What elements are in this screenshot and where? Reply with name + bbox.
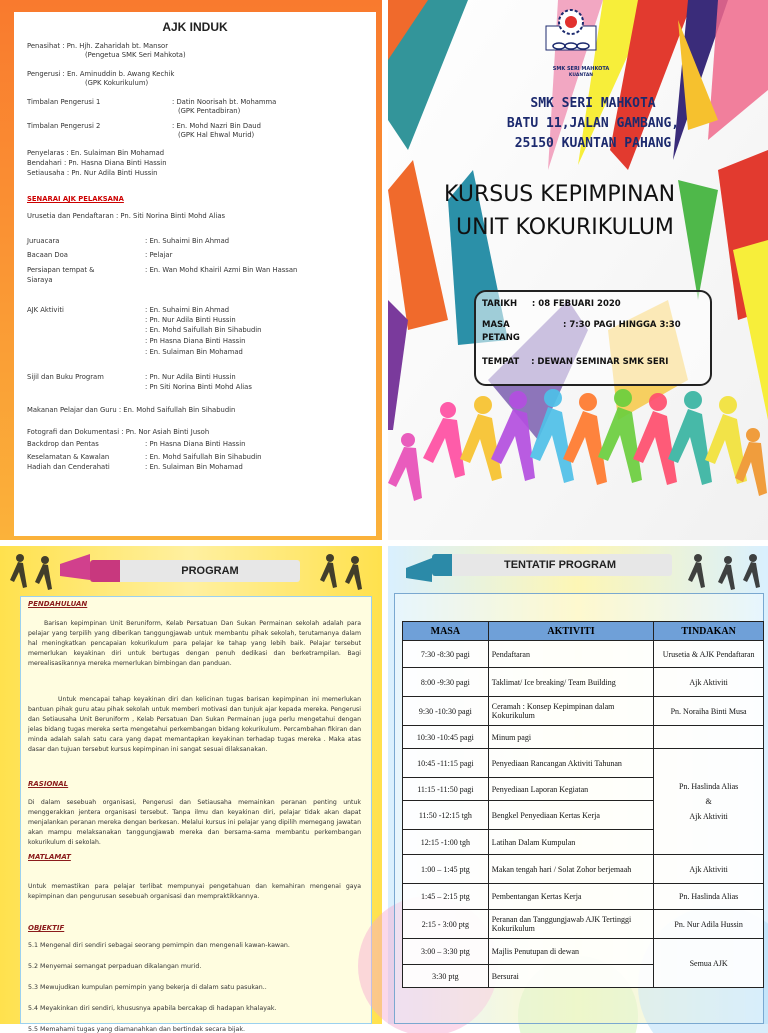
cell-tindakan: Pn. Noraiha Binti Musa: [654, 697, 764, 726]
cover-background: [388, 0, 768, 540]
school-address: [448, 94, 738, 154]
cell-masa: 8:00 -9:30 pagi: [403, 668, 489, 697]
ajk-line: : Pn Hasna Diana Binti Hassin: [145, 337, 246, 345]
ajk-line: Timbalan Pengerusi 2: [27, 122, 101, 130]
ajk-line: : En. Suhaimi Bin Ahmad: [145, 237, 230, 245]
ajk-line: : Pn Siti Norina Binti Mohd Alias: [145, 383, 252, 391]
cell-aktiviti: Makan tengah hari / Solat Zohor berjemaah: [488, 855, 654, 884]
paragraph-matlamat: Untuk memastikan para pelajar terlibat mempunyai pengetahuan dan kemahiran mengenai gaya kepimpinan dan pengurusan sesebuah organisasi dan mempraktikkannya.: [28, 883, 361, 900]
cell-tindakan: Pn. Nur Adila Hussin: [654, 910, 764, 939]
ajk-line: Setiausaha : Pn. Nur Adila Binti Hussin: [27, 169, 158, 177]
ajk-line: Sijil dan Buku Program: [27, 373, 104, 381]
ajk-line: Juruacara: [27, 237, 60, 245]
cell-masa: 3:30 ptg: [403, 965, 489, 988]
ajk-line: AJK Aktiviti: [27, 306, 64, 314]
course-title: [438, 178, 768, 244]
cell-tindakan-line: Pn. Haslinda Alias: [678, 782, 739, 791]
ajk-line: Keselamatan & Kawalan: [27, 453, 110, 461]
heading-matlamat: MATLAMAT: [28, 853, 71, 861]
school-name: SMK SERI MAHKOTA: [530, 96, 656, 111]
heading-objektif: OBJEKTIF: [28, 924, 65, 932]
cell-tindakan: [654, 726, 764, 749]
tentatif-table: [402, 621, 764, 988]
cover-panel: [388, 0, 768, 540]
cell-aktiviti: Peranan dan Tanggungjawab AJK Tertinggi Kokurikulum: [488, 910, 654, 939]
cell-masa: 1:00 – 1:45 ptg: [403, 855, 489, 884]
cell-aktiviti: Pendaftaran: [488, 641, 654, 668]
logo-subcaption: KUANTAN: [568, 73, 594, 78]
paragraph-pendahuluan-1: Barisan kepimpinan Unit Beruniform, Kelab Persatuan Dan Sukan Permainan sekolah adalah para pelajar yang terpilih yang diberikan tanggungjawab untuk membantu pihak sekolah, terutamanya dalam hal meningkatkan pencapaian kokurikulum para pelajar ke tahap yang lebih baik. Pelajar tersebut memerlukan keyakinan diri untuk bertugas dengan penuh dedikasi dan berketrampilan. Bagi merealisasikannya mereka memerlukan bimbingan dan panduan.: [28, 620, 361, 667]
ajk-line: : En. Suhaimi Bin Ahmad: [145, 306, 230, 314]
course-title-line2: UNIT KOKURIKULUM: [456, 215, 674, 240]
tentatif-row: [403, 726, 764, 749]
cell-aktiviti: Minum pagi: [488, 726, 654, 749]
school-city: 25150 KUANTAN PAHANG: [514, 136, 672, 151]
cell-masa: 9:30 -10:30 pagi: [403, 697, 489, 726]
event-info-line: MASA : 7:30 PAGI HINGGA 3:30: [482, 320, 681, 330]
program-banner-label: PROGRAM: [181, 565, 239, 577]
ajk-line: (Pengetua SMK Seri Mahkota): [85, 51, 186, 59]
program-banner: [90, 560, 300, 582]
cell-aktiviti: Majlis Penutupan di dewan: [488, 939, 654, 965]
ajk-line: Fotografi dan Dokumentasi : Pn. Nor Asiah Binti Jusoh: [27, 428, 210, 436]
ajk-line: (GPK Kokurikulum): [85, 79, 149, 87]
cell-aktiviti: Bersurai: [488, 965, 654, 988]
tentatif-row: [403, 697, 764, 726]
ajk-line: Hadiah dan Cenderahati: [27, 463, 110, 471]
ajk-line: Urusetia dan Pendaftaran : Pn. Siti Norina Binti Mohd Alias: [27, 212, 226, 220]
school-street: BATU 11,JALAN GAMBANG,: [506, 116, 680, 131]
tentatif-banner: [432, 554, 672, 576]
ajk-line: (GPK Pentadbiran): [178, 107, 241, 115]
ajk-line: : En. Wan Mohd Khairil Azmi Bin Wan Hassan: [145, 266, 298, 274]
cell-masa: 12:15 -1:00 tgh: [403, 830, 489, 855]
tentatif-row: [403, 939, 764, 965]
cell-aktiviti: Latihan Dalam Kumpulan: [488, 830, 654, 855]
cell-aktiviti: Taklimat/ Ice breaking/ Team Building: [488, 668, 654, 697]
course-title-line1: KURSUS KEPIMPINAN: [444, 182, 676, 207]
ajk-line: Makanan Pelajar dan Guru : En. Mohd Saifullah Bin Sihabudin: [27, 406, 236, 414]
cell-tindakan: [654, 749, 764, 855]
cell-tindakan-line: Semua AJK: [689, 958, 728, 968]
cell-masa: 3:00 – 3:30 ptg: [403, 939, 489, 965]
tentatif-row: [403, 668, 764, 697]
ajk-title: AJK INDUK: [162, 20, 228, 34]
heading-pendahuluan: PENDAHULUAN: [28, 600, 88, 608]
objective-item: 5.2 Menyemai semangat perpaduan dikalangan murid.: [28, 963, 202, 970]
objective-item: 5.3 Mewujudkan kumpulan pemimpin yang bekerja di dalam satu pasukan..: [28, 984, 267, 991]
cell-masa: 7:30 -8:30 pagi: [403, 641, 489, 668]
ajk-line: : En. Mohd Nazri Bin Daud: [172, 122, 261, 130]
tentatif-row: [403, 910, 764, 939]
tentatif-row: [403, 749, 764, 778]
tentatif-banner-label: TENTATIF PROGRAM: [503, 559, 617, 571]
ajk-line: : En. Mohd Saifullah Bin Sihabudin: [145, 453, 262, 461]
ajk-section-heading: SENARAI AJK PELAKSANA: [27, 195, 124, 203]
tentatif-header-cell: MASA: [403, 622, 489, 641]
cell-aktiviti: Penyediaan Rancangan Aktiviti Tahunan: [488, 749, 654, 778]
cell-masa: 10:30 -10:45 pagi: [403, 726, 489, 749]
objective-item: 5.1 Mengenal diri sendiri sebagai seorang pemimpin dan mengenali kawan-kawan.: [28, 942, 290, 949]
cell-tindakan-amp: &: [705, 797, 712, 806]
ajk-line: Penasihat : Pn. Hjh. Zaharidah bt. Mansor: [27, 42, 168, 50]
cell-masa: 10:45 -11:15 pagi: [403, 749, 489, 778]
event-info-line: TEMPAT : DEWAN SEMINAR SMK SERI: [482, 357, 669, 367]
logo-caption: SMK SERI MAHKOTA: [552, 66, 610, 72]
ajk-line: Bendahari : Pn. Hasna Diana Binti Hassin: [27, 159, 167, 167]
ajk-line: Pengerusi : En. Aminuddin b. Awang Kechik: [27, 70, 175, 78]
paragraph-rasional: Di dalam sesebuah organisasi, Pengerusi dan Setiausaha memainkan peranan penting untuk menggerakkan jentera organisasi tersebut. Tanpa ilmu dan keyakinan diri, pelajar tidak akan dapat menjalankan peranan mereka dengan berkesan. Melalui kursus ini pelajar yang dipilih memegang jawatan akan mampu melaksanakan tanggungjawab mereka dan bersama-sama membantu perkembangan kokurikulum di sekolah.: [28, 799, 361, 846]
ajk-line: Persiapan tempat &: [27, 266, 95, 274]
cell-masa: 11:15 -11:50 pagi: [403, 778, 489, 801]
cell-tindakan-line: Ajk Aktiviti: [689, 812, 728, 821]
ajk-line: : En. Mohd Saifullah Bin Sihabudin: [145, 326, 262, 334]
ajk-line: : Pelajar: [145, 251, 173, 259]
cell-tindakan: Urusetia & AJK Pendaftaran: [654, 641, 764, 668]
ajk-line: Siaraya: [27, 276, 53, 284]
cell-aktiviti: Ceramah : Konsep Kepimpinan dalam Kokurikulum: [488, 697, 654, 726]
objective-item: 5.5 Memahami tugas yang diamanahkan dan bertindak secara bijak.: [28, 1026, 245, 1033]
objective-item: 5.4 Meyakinkan diri sendiri, khususnya apabila bercakap di hadapan khalayak.: [28, 1005, 277, 1012]
ajk-line: : En. Sulaiman Bin Mohamad: [145, 463, 243, 471]
tentatif-header-row: [403, 622, 764, 641]
event-info-line: PETANG: [482, 333, 520, 343]
heading-rasional: RASIONAL: [28, 780, 69, 788]
cell-masa: 11:50 -12:15 tgh: [403, 801, 489, 830]
ajk-line: (GPK Hal Ehwal Murid): [178, 131, 255, 139]
ajk-line: Backdrop dan Pentas: [27, 440, 99, 448]
cell-aktiviti: Bengkel Penyediaan Kertas Kerja: [488, 801, 654, 830]
cell-tindakan: Pn. Haslinda Alias: [654, 884, 764, 910]
cell-aktiviti: Pembentangan Kertas Kerja: [488, 884, 654, 910]
ajk-line: Penyelaras : En. Sulaiman Bin Mohamad: [27, 149, 165, 157]
tentatif-row: [403, 641, 764, 668]
cell-masa: 2:15 - 3:00 ptg: [403, 910, 489, 939]
ajk-line: Timbalan Pengerusi 1: [27, 98, 101, 106]
tentatif-header-cell: TINDAKAN: [654, 622, 764, 641]
ajk-line: : Pn. Nur Adila Binti Hussin: [145, 316, 236, 324]
ajk-line: Bacaan Doa: [27, 251, 68, 259]
cell-masa: 1:45 – 2:15 ptg: [403, 884, 489, 910]
cell-tindakan: Ajk Aktiviti: [654, 668, 764, 697]
ajk-line: : Pn. Nur Adila Binti Hussin: [145, 373, 236, 381]
ajk-line: : Datin Noorisah bt. Mohamma: [172, 98, 277, 106]
tentatif-row: [403, 855, 764, 884]
ajk-line: : Pn Hasna Diana Binti Hassin: [145, 440, 246, 448]
tentatif-header-cell: AKTIVITI: [488, 622, 654, 641]
event-info-line: TARIKH : 08 FEBUARI 2020: [482, 299, 621, 309]
ajk-line: : En. Sulaiman Bin Mohamad: [145, 348, 243, 356]
tentatif-row: [403, 884, 764, 910]
cell-aktiviti: Penyediaan Laporan Kegiatan: [488, 778, 654, 801]
cell-tindakan: [654, 939, 764, 988]
paragraph-pendahuluan-2: Untuk mencapai tahap keyakinan diri dan kelicinan tugas barisan kepimpinan ini memerlukan bantuan pihak guru atau pihak sekolah untuk memberi motivasi dan tunjuk ajar kepada mereka. Pengerusi dan Setiausaha Unit Beruniform , Kelab Persatuan Dan Sukan Permainan juga perlu mengetahui dengan jelas bidang tugas mereka serta mengetahui perkembangan bidang kokurikulum. Percambahan fikiran dan minda adalah salah satu cara yang dapat memantapkan keyakinan terhadap tugas mereka . Maka atas dasar dan tujuan tersebut kursus kepimpinan ini sangat sesuai dilaksanakan.: [28, 696, 361, 753]
cell-tindakan: Ajk Aktiviti: [654, 855, 764, 884]
